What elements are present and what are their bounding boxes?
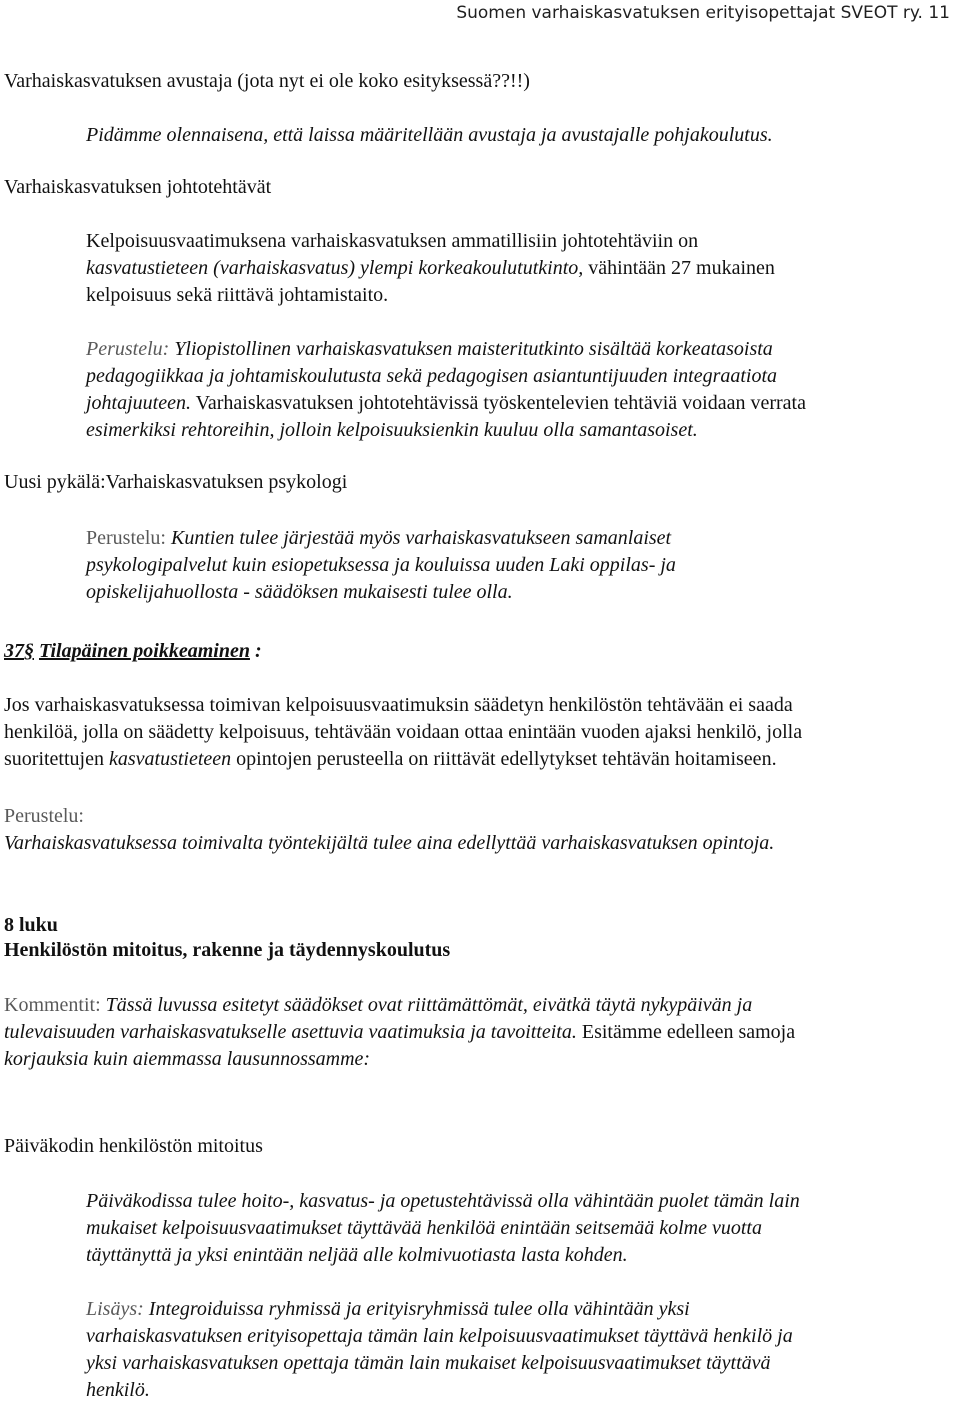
- exception-paragraph-line: suoritettujen kasvatustieteen opintojen perusteella on riittävät edellytykset tehtävän hoitamiseen.: [4, 748, 777, 770]
- leadership-rationale-line: esimerkiksi rehtoreihin, jolloin kelpoisuuksienkin kuuluu olla samantasoiset.: [86, 419, 698, 441]
- page-header: Suomen varhaiskasvatuksen erityisopettajat SVEOT ry. 11: [456, 3, 950, 23]
- section-heading-leadership: Varhaiskasvatuksen johtotehtävät: [4, 176, 272, 198]
- chapter-title: Henkilöstön mitoitus, rakenne ja täydennyskoulutus: [4, 939, 451, 961]
- psychologist-rationale-line: opiskelijahuollosta - säädöksen mukaisesti tulee olla.: [86, 581, 513, 603]
- section-heading-assistant: Varhaiskasvatuksen avustaja (jota nyt ei ole koko esityksessä??!!): [4, 70, 530, 92]
- chapter-comment-line: korjauksia kuin aiemmassa lausunnossamme:: [4, 1048, 371, 1070]
- staffing-addition-line: yksi varhaiskasvatuksen opettaja tämän lain mukaiset kelpoisuusvaatimukset täyttävä: [86, 1352, 771, 1374]
- leadership-paragraph-line: kasvatustieteen (varhaiskasvatus) ylempi korkeakoulututkinto, vähintään 27 mukainen: [86, 257, 775, 279]
- exception-rationale-label: Perustelu:: [4, 805, 84, 827]
- section-heading-temporary-exception: 37§ Tilapäinen poikkeaminen :: [4, 640, 262, 662]
- chapter-comment-line: Kommentit: Tässä luvussa esitetyt säädökset ovat riittämättömät, eivätkä täytä nykypäivän ja: [4, 994, 753, 1016]
- exception-rationale-text: Varhaiskasvatuksessa toimivalta työntekijältä tulee aina edellyttää varhaiskasvatuksen opintoja.: [4, 832, 775, 854]
- staffing-paragraph-line: täyttänyttä ja yksi enintään neljää alle kolmivuotiasta lasta kohden.: [86, 1244, 628, 1266]
- psychologist-rationale-line: Perustelu: Kuntien tulee järjestää myös varhaiskasvatukseen samanlaiset: [86, 527, 672, 549]
- section-sign-icon: §: [24, 640, 34, 662]
- section-heading-psychologist: Uusi pykälä:Varhaiskasvatuksen psykologi: [4, 471, 348, 493]
- exception-paragraph-line: Jos varhaiskasvatuksessa toimivan kelpoisuusvaatimuksin säädetyn henkilöstön tehtävään ei saada: [4, 694, 793, 716]
- assistant-note: Pidämme olennaisena, että laissa määritellään avustaja ja avustajalle pohjakoulutus.: [86, 124, 773, 146]
- staffing-paragraph-line: Päiväkodissa tulee hoito-, kasvatus- ja opetustehtävissä olla vähintään puolet tämän lain: [86, 1190, 800, 1212]
- leadership-rationale-line: pedagogiikkaa ja johtamiskoulutusta sekä pedagogisen asiantuntijuuden integraatiota: [86, 365, 778, 387]
- staffing-addition-line: henkilö.: [86, 1379, 150, 1401]
- leadership-rationale-line: Perustelu: Yliopistollinen varhaiskasvatuksen maisteritutkinto sisältää korkeatasoista: [86, 338, 773, 360]
- psychologist-rationale-line: psykologipalvelut kuin esiopetuksessa ja kouluissa uuden Laki oppilas- ja: [86, 554, 676, 576]
- staffing-paragraph-line: mukaiset kelpoisuusvaatimukset täyttävää henkilöä enintään seitsemää kolme vuotta: [86, 1217, 762, 1239]
- leadership-paragraph-line: Kelpoisuusvaatimuksena varhaiskasvatuksen ammatillisiin johtotehtäviin on: [86, 230, 699, 252]
- exception-paragraph-line: henkilöä, jolla on säädetty kelpoisuus, tehtävään voidaan ottaa enintään vuoden ajaksi henkilö, jolla: [4, 721, 803, 743]
- leadership-rationale-line: johtajuuteen. Varhaiskasvatuksen johtotehtävissä työskentelevien tehtäviä voidaan verrata: [86, 392, 806, 414]
- leadership-paragraph-line: kelpoisuus sekä riittävä johtamistaito.: [86, 284, 389, 306]
- chapter-number: 8 luku: [4, 914, 58, 936]
- staffing-addition-line: Lisäys: Integroiduissa ryhmissä ja erityisryhmissä tulee olla vähintään yksi: [86, 1298, 690, 1320]
- section-heading-staffing: Päiväkodin henkilöstön mitoitus: [4, 1135, 263, 1157]
- staffing-addition-line: varhaiskasvatuksen erityisopettaja tämän lain kelpoisuusvaatimukset täyttävä henkilö ja: [86, 1325, 793, 1347]
- chapter-comment-line: tulevaisuuden varhaiskasvatukselle asettuvia vaatimuksia ja tavoitteita. Esitämme edelleen samoja: [4, 1021, 796, 1043]
